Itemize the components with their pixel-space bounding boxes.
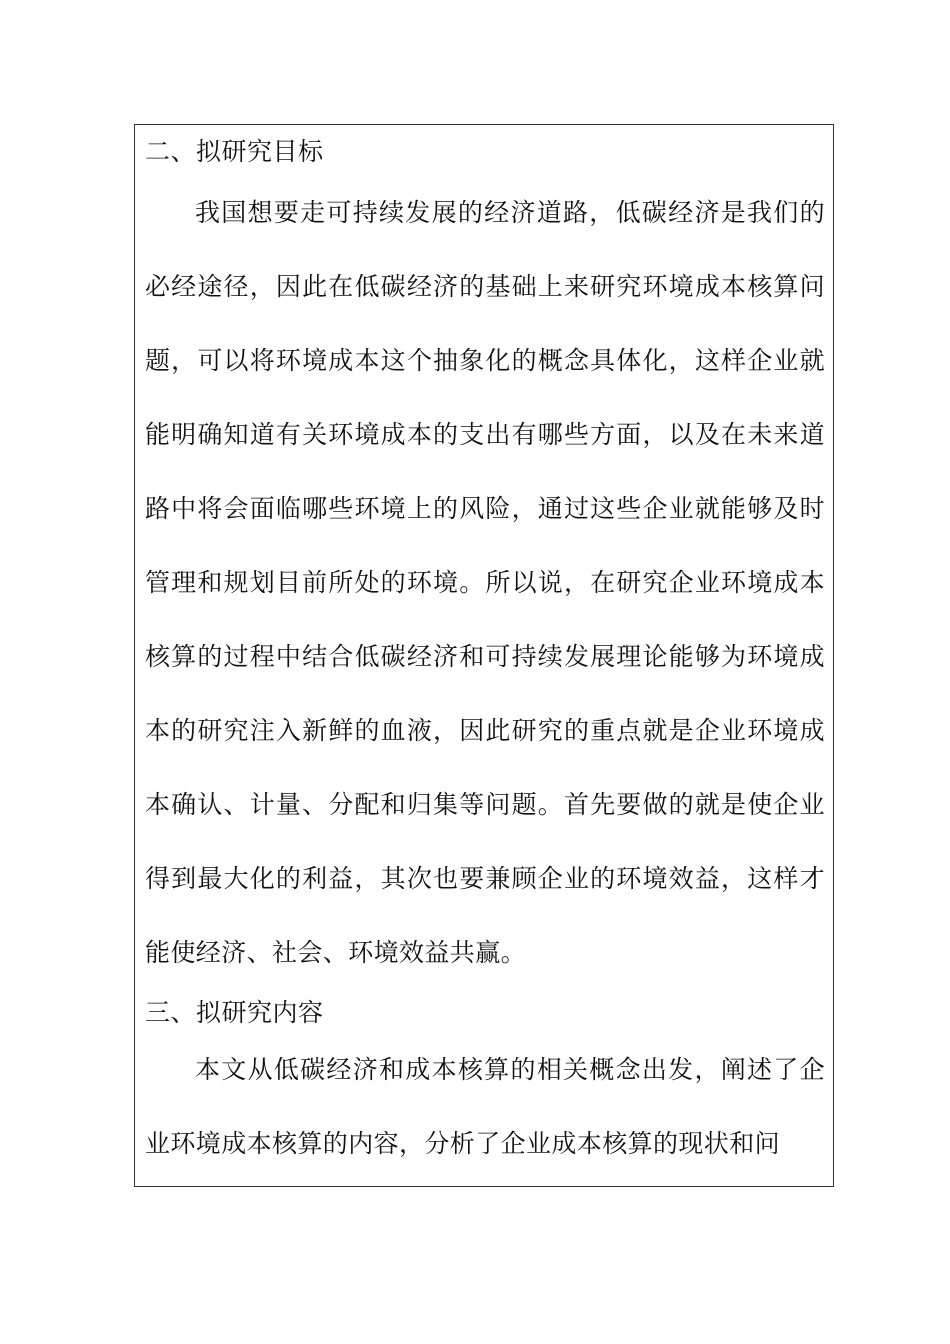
section-paragraph-research-content: 本文从低碳经济和成本核算的相关概念出发，阐述了企业环境成本核算的内容，分析了企业成本核算的现状和问 bbox=[145, 1055, 825, 1158]
section-heading-research-content: 三、拟研究内容 bbox=[145, 998, 324, 1027]
cell-content bbox=[145, 125, 825, 1181]
document-table-cell bbox=[134, 124, 834, 1187]
section-heading-research-goals: 二、拟研究目标 bbox=[145, 137, 324, 166]
section-paragraph-research-goals: 我国想要走可持续发展的经济道路，低碳经济是我们的必经途径，因此在低碳经济的基础上来研究环境成本核算问题，可以将环境成本这个抽象化的概念具体化，这样企业就能明确知道有关环境成本的支出有哪些方面，以及在未来道路中将会面临哪些环境上的风险，通过这些企业就能够及时管理和规划目前所处的环境。所以说，在研究企业环境成本核算的过程中结合低碳经济和可持续发展理论能够为环境成本的研究注入新鲜的血液，因此研究的重点就是企业环境成本确认、计量、分配和归集等问题。首先要做的就是使企业得到最大化的利益，其次也要兼顾企业的环境效益，这样才能使经济、社会、环境效益共赢。 bbox=[145, 198, 825, 967]
